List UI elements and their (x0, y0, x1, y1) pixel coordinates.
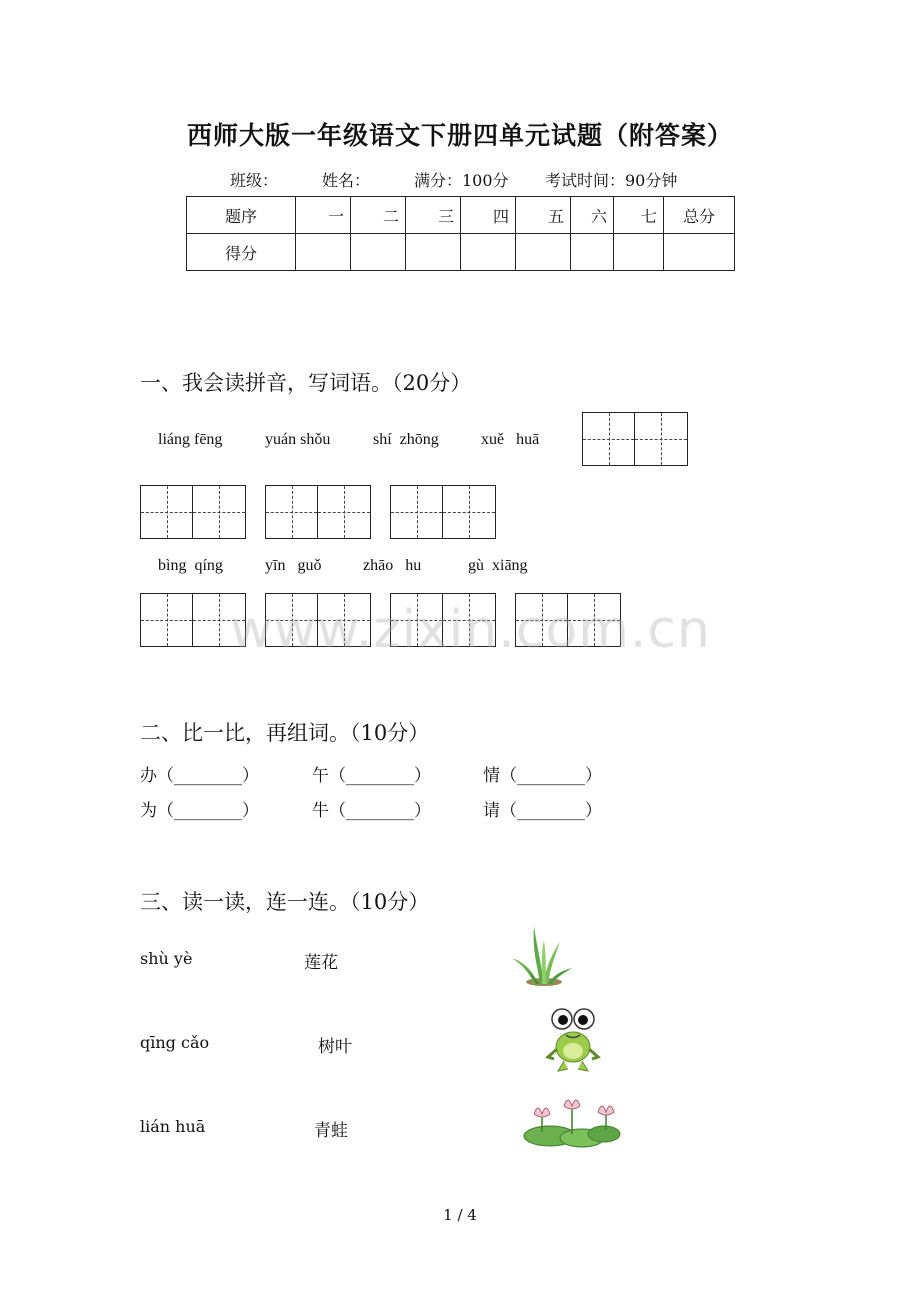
score-cell[interactable] (571, 234, 614, 271)
score-table-score-row (187, 234, 735, 271)
page-title: 西师大版一年级语文下册四单元试题（附答案） (186, 121, 733, 150)
header-cell-4: 四 (461, 197, 516, 234)
compare-item-ban[interactable]: 办（________） (140, 766, 259, 786)
header-cell-2: 二 (351, 197, 406, 234)
score-table-header-row (187, 197, 735, 234)
score-cell[interactable] (351, 234, 406, 271)
pinyin-liang-feng: liáng fēng (158, 431, 223, 448)
match-pinyin-qing-cao[interactable]: qīng cǎo (140, 1033, 210, 1052)
grass-icon[interactable] (510, 922, 574, 988)
section2-title: 二、比一比，再组词。（10分） (140, 721, 430, 745)
score-cell[interactable] (614, 234, 664, 271)
compare-item-wei[interactable]: 为（________） (140, 801, 259, 821)
pinyin-yin-guo: yīn guǒ (265, 557, 322, 574)
match-pinyin-shu-ye[interactable]: shù yè (140, 949, 193, 968)
writing-grid[interactable] (140, 485, 246, 539)
match-word-lotus[interactable]: 莲花 (304, 953, 338, 973)
score-cell[interactable] (406, 234, 461, 271)
score-table (186, 196, 735, 271)
compare-item-qing[interactable]: 情（________） (483, 766, 602, 786)
pinyin-gu-xiang: gù xiāng (468, 557, 528, 574)
pinyin-shi-zhong: shí zhōng (373, 431, 439, 448)
section1-title: 一、我会读拼音，写词语。（20分） (140, 371, 472, 395)
compare-item-niu[interactable]: 牛（________） (312, 801, 431, 821)
section3-title: 三、读一读，连一连。（10分） (140, 890, 430, 914)
header-cell-7: 七 (614, 197, 664, 234)
name-label: 姓名： (322, 171, 371, 190)
class-label: 班级： (230, 171, 279, 190)
compare-item-qing2[interactable]: 请（________） (483, 801, 602, 821)
score-cell[interactable] (664, 234, 735, 271)
pinyin-xue-hua: xuě huā (481, 431, 540, 448)
exam-time-label: 考试时间：90分钟 (545, 171, 678, 190)
lotus-icon[interactable] (520, 1094, 622, 1150)
header-cell-3: 三 (406, 197, 461, 234)
frog-icon[interactable] (544, 1005, 602, 1073)
score-row-label: 得分 (187, 234, 296, 271)
header-cell-6: 六 (571, 197, 614, 234)
score-cell[interactable] (461, 234, 516, 271)
pinyin-zhao-hu: zhāo hu (363, 557, 422, 574)
header-cell-total: 总分 (664, 197, 735, 234)
header-cell-1: 一 (296, 197, 351, 234)
watermark: www.zixin.com.cn (230, 600, 711, 660)
header-cell-5: 五 (516, 197, 571, 234)
score-cell[interactable] (516, 234, 571, 271)
match-pinyin-lian-hua[interactable]: lián huā (140, 1117, 206, 1136)
writing-grid[interactable] (582, 412, 688, 466)
score-cell[interactable] (296, 234, 351, 271)
header-cell-order: 题序 (187, 197, 296, 234)
match-word-leaf[interactable]: 树叶 (318, 1037, 352, 1057)
match-word-frog[interactable]: 青蛙 (314, 1121, 348, 1141)
page-number: 1 / 4 (443, 1206, 477, 1224)
pinyin-bing-qing: bìng qíng (158, 557, 223, 574)
pinyin-yuan-shou: yuán shǒu (265, 431, 331, 448)
compare-item-wu[interactable]: 午（________） (312, 766, 431, 786)
full-score-label: 满分：100分 (414, 171, 509, 190)
writing-grid[interactable] (390, 485, 496, 539)
writing-grid[interactable] (265, 485, 371, 539)
